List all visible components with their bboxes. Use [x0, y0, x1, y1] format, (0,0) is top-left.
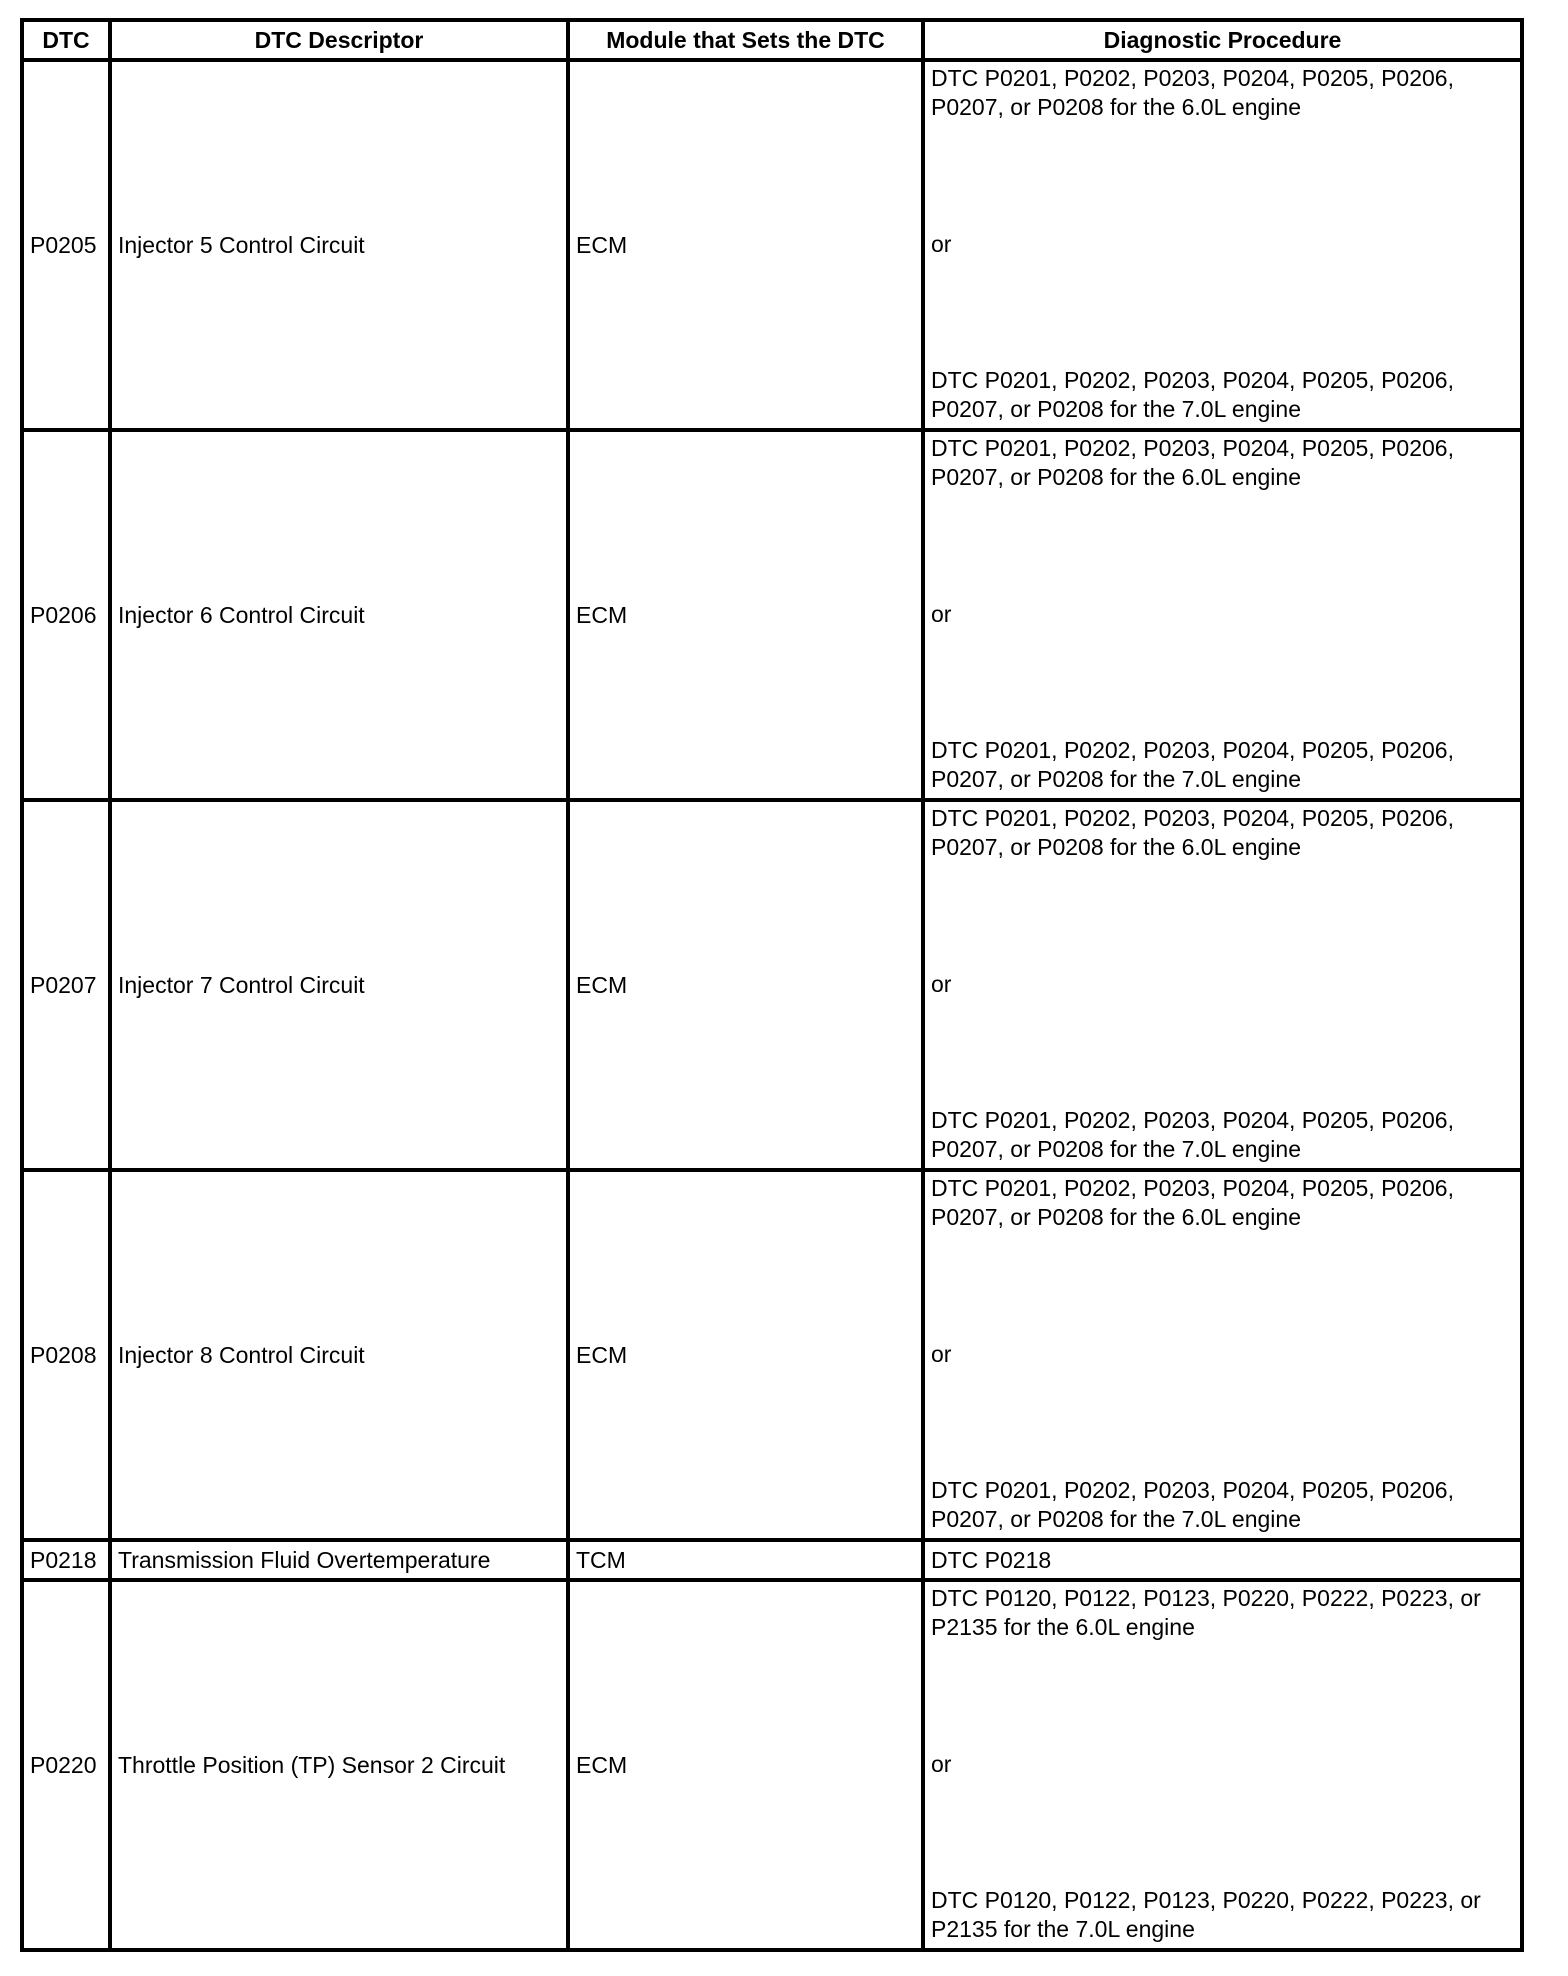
procedure-link[interactable]: DTC P0218 [931, 1546, 1052, 1573]
table-row [22, 1170, 1522, 1540]
procedure-or: or [931, 230, 952, 257]
procedure-or: or [931, 1750, 952, 1777]
table-row [22, 60, 1522, 430]
header-row [22, 20, 1522, 60]
procedure-link-7-0l[interactable]: DTC P0120, P0122, P0123, P0220, P0222, P0223, or P2135 for the 7.0L engine [931, 1887, 1481, 1942]
dtc-module: ECM [568, 430, 923, 800]
dtc-code: P0220 [22, 1580, 110, 1950]
dtc-module: ECM [568, 1580, 923, 1950]
dtc-code: P0218 [22, 1540, 110, 1580]
diagnostic-procedure [923, 430, 1522, 800]
procedure-link-6-0l[interactable]: DTC P0120, P0122, P0123, P0220, P0222, P0223, or P2135 for the 6.0L engine [931, 1585, 1481, 1640]
dtc-descriptor: Throttle Position (TP) Sensor 2 Circuit [110, 1580, 568, 1950]
dtc-code: P0208 [22, 1170, 110, 1540]
header-descriptor: DTC Descriptor [110, 20, 568, 60]
procedure-link-6-0l[interactable]: DTC P0201, P0202, P0203, P0204, P0205, P0206, P0207, or P0208 for the 6.0L engine [931, 1175, 1454, 1230]
diagnostic-procedure [923, 800, 1522, 1170]
dtc-descriptor: Injector 8 Control Circuit [110, 1170, 568, 1540]
table-row [22, 1580, 1522, 1950]
procedure-link-7-0l[interactable]: DTC P0201, P0202, P0203, P0204, P0205, P0206, P0207, or P0208 for the 7.0L engine [931, 1107, 1454, 1162]
dtc-module: ECM [568, 1170, 923, 1540]
procedure-link-7-0l[interactable]: DTC P0201, P0202, P0203, P0204, P0205, P0206, P0207, or P0208 for the 7.0L engine [931, 1477, 1454, 1532]
procedure-link-7-0l[interactable]: DTC P0201, P0202, P0203, P0204, P0205, P0206, P0207, or P0208 for the 7.0L engine [931, 367, 1454, 422]
procedure-link-7-0l[interactable]: DTC P0201, P0202, P0203, P0204, P0205, P0206, P0207, or P0208 for the 7.0L engine [931, 737, 1454, 792]
procedure-or: or [931, 1340, 952, 1367]
dtc-code: P0206 [22, 430, 110, 800]
dtc-code: P0205 [22, 60, 110, 430]
dtc-module: ECM [568, 60, 923, 430]
dtc-descriptor: Injector 7 Control Circuit [110, 800, 568, 1170]
dtc-descriptor: Transmission Fluid Overtemperature [110, 1540, 568, 1580]
dtc-code: P0207 [22, 800, 110, 1170]
dtc-descriptor: Injector 6 Control Circuit [110, 430, 568, 800]
procedure-link-6-0l[interactable]: DTC P0201, P0202, P0203, P0204, P0205, P0206, P0207, or P0208 for the 6.0L engine [931, 805, 1454, 860]
dtc-descriptor: Injector 5 Control Circuit [110, 60, 568, 430]
diagnostic-procedure [923, 1540, 1522, 1580]
dtc-module: ECM [568, 800, 923, 1170]
header-dtc: DTC [22, 20, 110, 60]
diagnostic-procedure [923, 1580, 1522, 1950]
header-module: Module that Sets the DTC [568, 20, 923, 60]
dtc-module: TCM [568, 1540, 923, 1580]
table-row [22, 1540, 1522, 1580]
diagnostic-procedure [923, 1170, 1522, 1540]
dtc-table [20, 18, 1524, 1952]
procedure-or: or [931, 970, 952, 997]
table-row [22, 430, 1522, 800]
procedure-link-6-0l[interactable]: DTC P0201, P0202, P0203, P0204, P0205, P0206, P0207, or P0208 for the 6.0L engine [931, 65, 1454, 120]
table-row [22, 800, 1522, 1170]
procedure-link-6-0l[interactable]: DTC P0201, P0202, P0203, P0204, P0205, P0206, P0207, or P0208 for the 6.0L engine [931, 435, 1454, 490]
header-procedure: Diagnostic Procedure [923, 20, 1522, 60]
diagnostic-procedure [923, 60, 1522, 430]
procedure-or: or [931, 600, 952, 627]
